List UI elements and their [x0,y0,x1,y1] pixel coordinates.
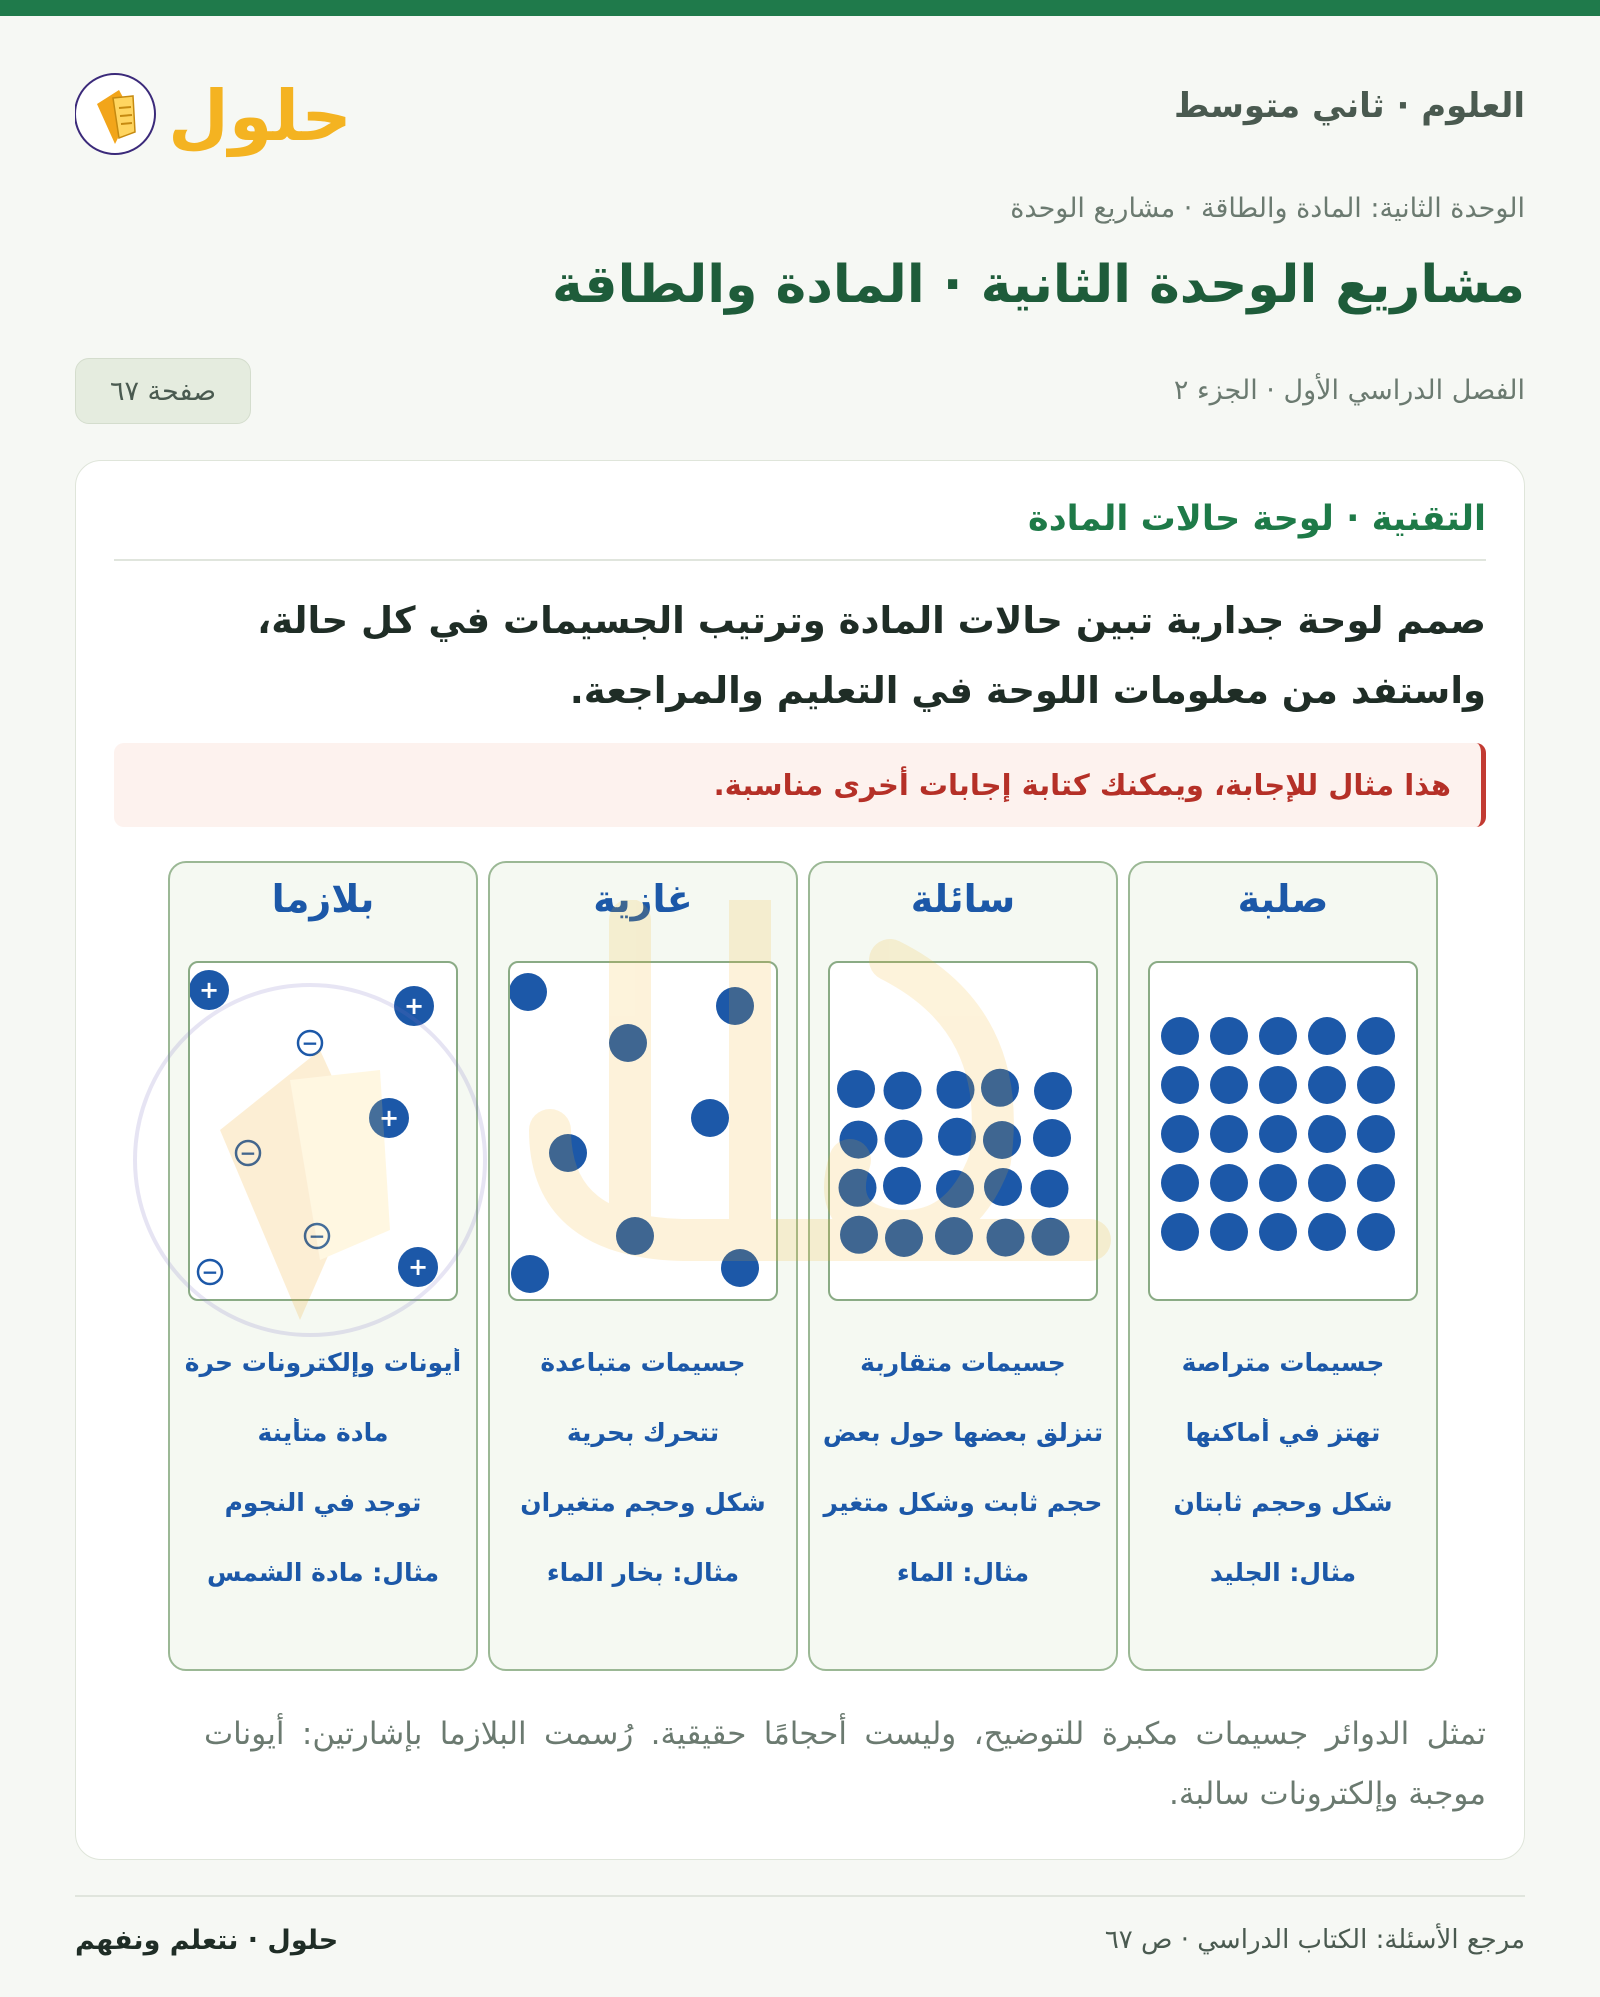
liquid-particle [1032,1218,1070,1256]
solid-particle [1357,1066,1395,1104]
subject-title: العلوم · ثاني متوسط [1174,86,1525,126]
liquid-particle [987,1219,1025,1257]
logo-wordmark: حلول [168,75,352,157]
state-solid-prop: شكل وحجم ثابتان [1173,1488,1393,1517]
footer-divider [75,1895,1525,1897]
states-of-matter-board [164,861,1438,1671]
state-gas-prop: مثال: بخار الماء [546,1558,740,1587]
solid-particle [1308,1115,1346,1153]
logo[interactable] [75,50,355,170]
gas-particles [510,963,775,1298]
liquid-particle [885,1120,923,1158]
state-plasma-props [170,1348,476,1628]
plasma-particles [190,963,455,1298]
solid-particles [1150,963,1415,1298]
solid-particle [1161,1066,1199,1104]
state-liquid-prop: حجم ثابت وشكل متغير [823,1488,1103,1517]
card-title: التقنية · لوحة حالات المادة [1028,499,1486,539]
state-plasma-prop: مادة متأينة [257,1418,389,1447]
footer-reference: مرجع الأسئلة: الكتاب الدراسي · ص ٦٧ [1104,1925,1525,1955]
solid-particle [1161,1017,1199,1055]
solid-particle [1308,1066,1346,1104]
svg-text:+: + [407,1253,429,1281]
plasma-positive-ion [394,986,434,1026]
state-plasma-diagram [188,961,458,1301]
gas-particle [510,973,547,1011]
state-solid-prop: تهتز في أماكنها [1185,1418,1381,1447]
solid-particle [1210,1017,1248,1055]
state-solid-prop: مثال: الجليد [1209,1558,1357,1587]
liquid-particle [938,1118,976,1156]
solid-particle [1357,1213,1395,1251]
state-gas-prop: تتحرك بحرية [566,1418,720,1447]
top-accent-bar [0,0,1600,16]
liquid-particle [840,1121,878,1159]
liquid-particle [1031,1170,1069,1208]
solid-particle [1259,1115,1297,1153]
solid-particle [1308,1017,1346,1055]
svg-text:−: − [239,1141,257,1165]
header [75,50,1525,170]
project-card [75,460,1525,1860]
gas-particle [691,1099,729,1137]
solid-particle [1259,1017,1297,1055]
state-gas-name: غازية [593,877,693,921]
solid-particle [1308,1213,1346,1251]
liquid-particle [837,1070,875,1108]
svg-text:−: − [308,1224,326,1248]
state-gas-diagram [508,961,778,1301]
state-liquid-prop: جسيمات متقاربة [860,1348,1066,1377]
liquid-particle [840,1216,878,1254]
liquid-particle [983,1121,1021,1159]
svg-text:−: − [301,1031,319,1055]
card-divider [114,559,1486,561]
state-plasma [168,861,478,1671]
state-plasma-name: بلازما [271,877,375,921]
gas-particle [549,1134,587,1172]
state-liquid-name: سائلة [910,877,1016,921]
liquid-particle [883,1167,921,1205]
liquid-particle [984,1168,1022,1206]
solid-particle [1210,1164,1248,1202]
solid-particle [1210,1066,1248,1104]
state-solid-prop: جسيمات متراصة [1181,1348,1385,1377]
solid-particle [1357,1164,1395,1202]
plasma-electron [305,1224,329,1248]
svg-text:+: + [378,1104,400,1132]
state-gas-props [490,1348,796,1628]
state-plasma-prop: أيونات وإلكترونات حرة [184,1348,462,1377]
liquid-particle [1033,1119,1071,1157]
example-answer-alert: هذا مثال للإجابة، ويمكنك كتابة إجابات أخرى مناسبة. [114,743,1486,827]
state-plasma-prop: مثال: مادة الشمس [206,1558,440,1587]
state-liquid-prop: تنزلق بعضها حول بعض [822,1418,1104,1447]
page-title: مشاريع الوحدة الثانية · المادة والطاقة [552,255,1525,315]
plasma-electron [236,1141,260,1165]
question-text: صمم لوحة جدارية تبين حالات المادة وترتيب الجسيمات في كل حالة، واستفد من معلومات اللوحة في التعليم والمراجعة. [257,599,1486,712]
state-liquid-prop: مثال: الماء [896,1558,1030,1587]
state-gas [488,861,798,1671]
liquid-particle [1034,1072,1072,1110]
solid-particle [1259,1066,1297,1104]
state-liquid-props [810,1348,1116,1628]
liquid-particle [936,1170,974,1208]
solid-particle [1308,1164,1346,1202]
plasma-electron [298,1031,322,1055]
plasma-positive-ion [190,970,229,1010]
solid-particle [1259,1213,1297,1251]
state-solid-diagram [1148,961,1418,1301]
gas-particle [609,1024,647,1062]
gas-particle [721,1249,759,1287]
plasma-electron [198,1260,222,1284]
svg-text:+: + [403,992,425,1020]
logo-icon [75,50,355,170]
semester-label: الفصل الدراسي الأول · الجزء ٢ [1173,375,1525,406]
diagram-note: تمثل الدوائر جسيمات مكبرة للتوضيح، وليست أحجامًا حقيقية. رُسمت البلازما بإشارتين: أيونات موجبة وإلكترونات سالبة. [204,1716,1486,1812]
liquid-particle [981,1069,1019,1107]
gas-particle [616,1217,654,1255]
state-liquid-diagram [828,961,1098,1301]
gas-particle [716,987,754,1025]
svg-text:+: + [198,976,220,1004]
footer-brand[interactable]: حلول · نتعلم ونفهم [75,1925,339,1956]
liquid-particle [937,1071,975,1109]
state-plasma-prop: توجد في النجوم [224,1488,422,1517]
solid-particle [1161,1164,1199,1202]
page-badge: صفحة ٦٧ [75,358,251,424]
svg-text:−: − [201,1260,219,1284]
state-solid-props [1130,1348,1436,1628]
solid-particle [1259,1164,1297,1202]
solid-particle [1210,1213,1248,1251]
gas-particle [511,1255,549,1293]
solid-particle [1161,1115,1199,1153]
state-gas-prop: جسيمات متباعدة [540,1348,746,1377]
liquid-particle [935,1217,973,1255]
liquid-particles [830,963,1095,1298]
solid-particle [1357,1017,1395,1055]
liquid-particle [884,1072,922,1110]
liquid-particle [839,1169,877,1207]
plasma-positive-ion [369,1098,409,1138]
state-solid [1128,861,1438,1671]
breadcrumb[interactable]: الوحدة الثانية: المادة والطاقة · مشاريع الوحدة [1010,193,1525,224]
plasma-positive-ion [398,1247,438,1287]
solid-particle [1161,1213,1199,1251]
liquid-particle [885,1219,923,1257]
state-liquid [808,861,1118,1671]
solid-particle [1357,1115,1395,1153]
solid-particle [1210,1115,1248,1153]
state-solid-name: صلبة [1237,877,1329,921]
state-gas-prop: شكل وحجم متغيران [520,1488,766,1517]
